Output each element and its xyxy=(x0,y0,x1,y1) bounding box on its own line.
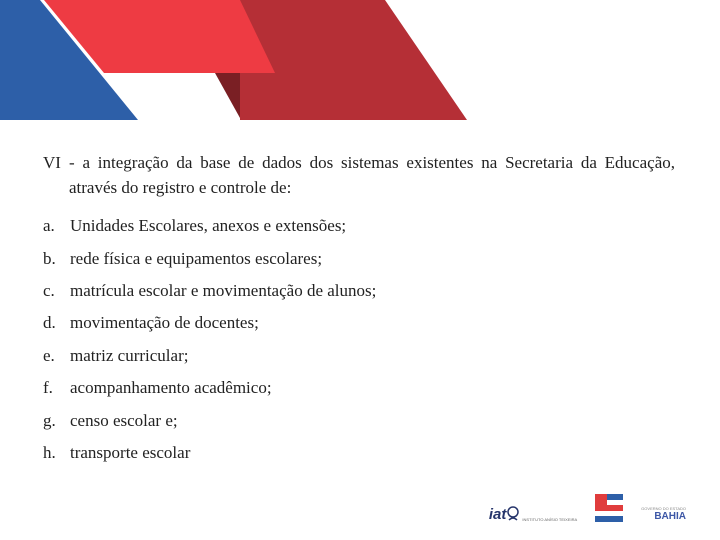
iat-logo-text: iat xyxy=(488,506,507,523)
section-heading xyxy=(43,150,675,200)
list-item-text: Unidades Escolares, anexos e extensões; xyxy=(70,216,347,236)
iat-logo-tagline: INSTITUTO ANÍSIO TEIXEIRA xyxy=(522,517,578,522)
list-item-letter: c. xyxy=(43,280,55,300)
list-item xyxy=(43,275,675,307)
list-item xyxy=(43,372,675,404)
list-item-letter: d. xyxy=(43,313,56,333)
bahia-logo-text: BAHIA xyxy=(654,511,686,522)
list-item-text: acompanhamento acadêmico; xyxy=(70,378,272,398)
section-heading-text: - a integração da base de dados dos sistemas existentes na Secretaria da Educação, através do registro e controle de: xyxy=(69,153,675,197)
banner-red-dark-shape xyxy=(240,0,467,120)
list-item xyxy=(43,340,675,372)
document-body xyxy=(43,150,675,469)
list-item-text: rede física e equipamentos escolares; xyxy=(70,248,323,268)
bahia-logo xyxy=(641,506,686,522)
bahia-logo-caption: GOVERNO DO ESTADO xyxy=(641,506,686,511)
iat-logo-icon xyxy=(506,506,520,522)
list-item-text: transporte escolar xyxy=(70,442,191,462)
header-banner xyxy=(0,0,720,120)
list-item-letter: f. xyxy=(43,378,53,398)
list-item-letter: h. xyxy=(43,442,56,462)
footer-logos xyxy=(489,494,686,522)
list-item xyxy=(43,307,675,339)
item-list xyxy=(43,210,675,469)
list-item-text: matriz curricular; xyxy=(70,345,189,365)
list-item-text: movimentação de docentes; xyxy=(70,313,259,333)
list-item-letter: a. xyxy=(43,216,55,236)
list-item-text: censo escolar e; xyxy=(70,410,178,430)
list-item-text: matrícula escolar e movimentação de alunos; xyxy=(70,280,377,300)
list-item xyxy=(43,404,675,436)
list-item xyxy=(43,437,675,469)
section-numeral: VI xyxy=(43,153,61,172)
list-item xyxy=(43,242,675,274)
list-item-letter: b. xyxy=(43,248,56,268)
bahia-flag-icon xyxy=(595,494,623,522)
list-item-letter: g. xyxy=(43,410,56,430)
iat-logo xyxy=(489,506,577,522)
list-item xyxy=(43,210,675,242)
list-item-letter: e. xyxy=(43,345,55,365)
